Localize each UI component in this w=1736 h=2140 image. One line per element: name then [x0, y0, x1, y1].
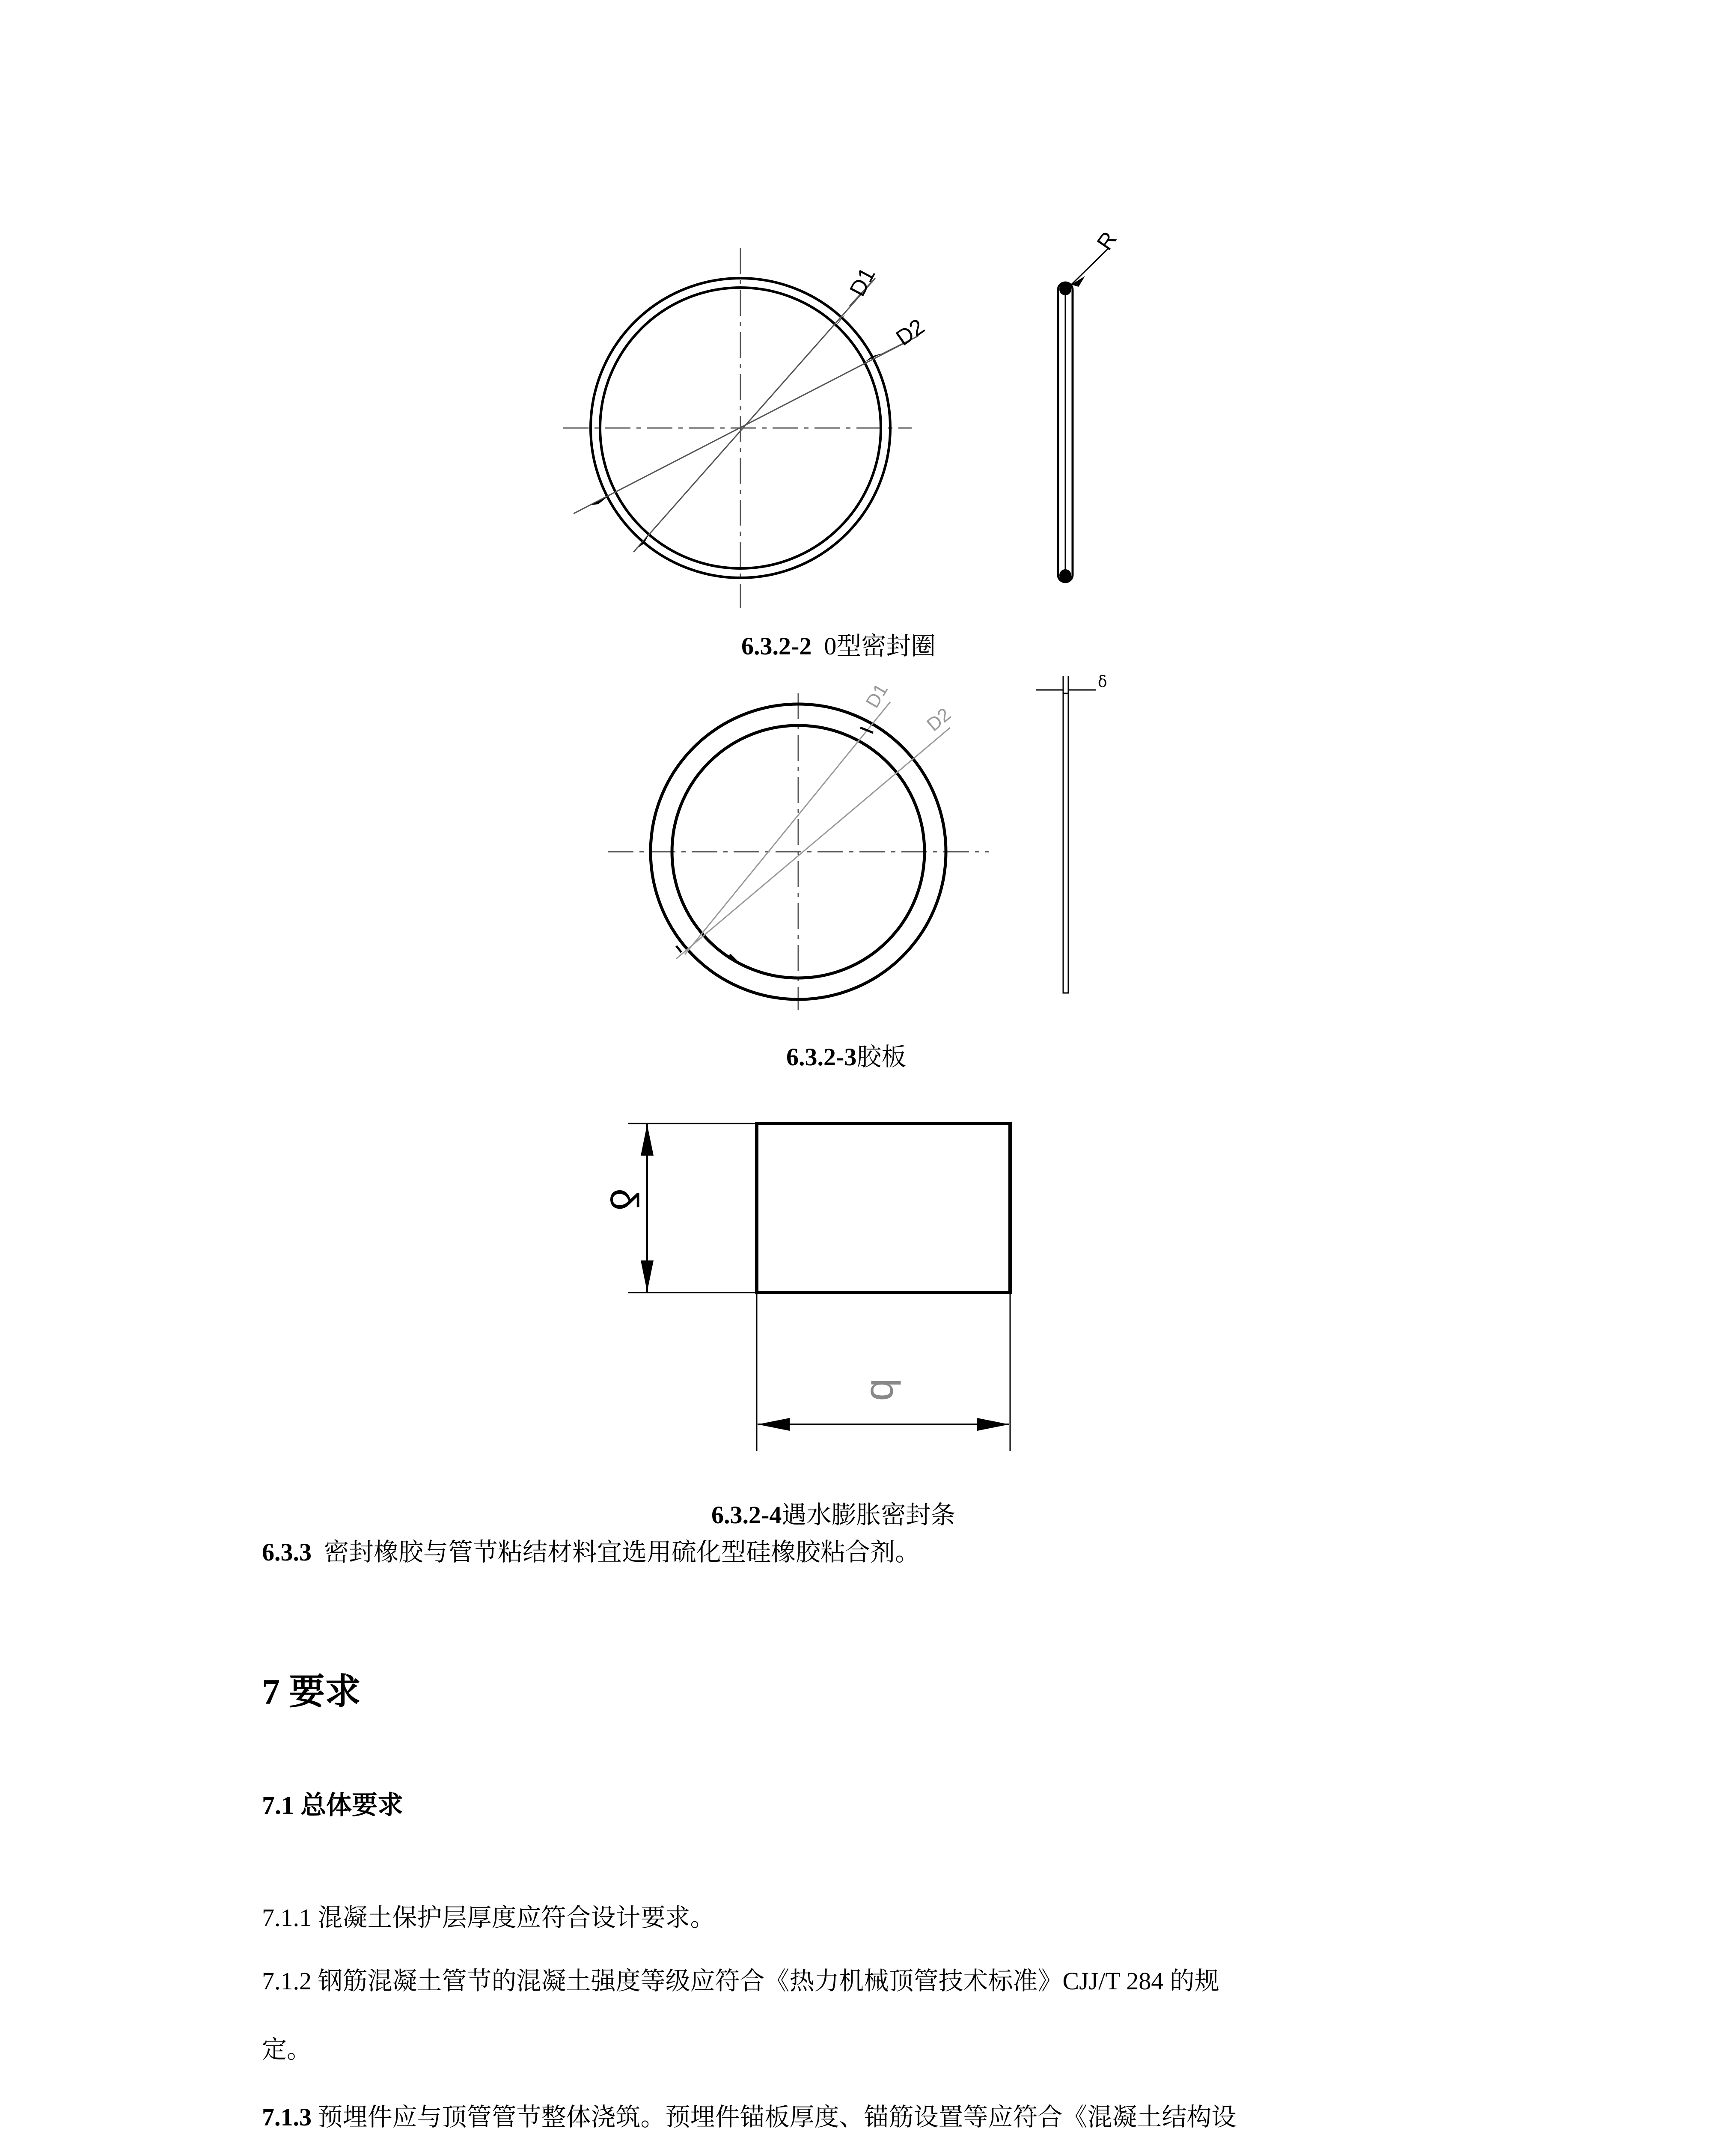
clause-text: 预埋件应与顶管管节整体浇筑。预埋件锚板厚度、锚筋设置等应符合《混凝土结构设: [318, 2103, 1237, 2131]
figure-caption-6-3-2-4: [711, 1495, 955, 1531]
clause-number: 7.1.3: [262, 2103, 312, 2131]
paragraph-7-1-2-line1: 7.1.2 钢筋混凝土管节的混凝土强度等级应符合《热力机械顶管技术标准》CJJ/T 284 的规: [262, 1967, 1219, 1995]
figure-caption-6-3-2-2: [741, 626, 936, 662]
caption-number: 6.3.2-2: [741, 632, 812, 660]
strip-cross-section: [757, 1124, 1010, 1293]
figure-caption-6-3-2-3: [786, 1037, 906, 1073]
figure-swelling-strip: [578, 1096, 1049, 1464]
figure-rubber-plate: [591, 668, 1130, 1010]
caption-text: 0型密封圈: [824, 632, 936, 660]
label-r: R: [1092, 227, 1122, 255]
figure-o-ring: [548, 214, 1147, 599]
paragraph-6-3-3: [262, 1540, 920, 1565]
label-delta: δ: [602, 1189, 646, 1211]
section-heading-7: 7 要求: [262, 1672, 361, 1712]
clause-text: 密封橡胶与管节粘结材料宜选用硫化型硅橡胶粘合剂。: [324, 1538, 920, 1566]
section-heading-7-1: 7.1 总体要求: [262, 1791, 403, 1819]
label-b: b: [862, 1378, 908, 1401]
label-d2: D2: [923, 704, 955, 736]
caption-number: 6.3.2-3: [786, 1043, 857, 1071]
paragraph-7-1-2-line2: 定。: [262, 2036, 312, 2063]
paragraph-7-1-1: 7.1.1 混凝土保护层厚度应符合设计要求。: [262, 1904, 715, 1932]
label-delta: δ: [1098, 673, 1107, 691]
label-d2: D2: [891, 314, 929, 351]
caption-text: 胶板: [856, 1043, 907, 1071]
paragraph-7-1-3-line1: [262, 2105, 1237, 2130]
plate-side-view: [1063, 693, 1068, 993]
label-d1: D1: [845, 263, 880, 300]
clause-number: 6.3.3: [262, 1538, 312, 1566]
caption-number: 6.3.2-4: [711, 1501, 782, 1529]
caption-text: 遇水膨胀密封条: [782, 1501, 956, 1529]
label-d1: D1: [862, 680, 892, 712]
